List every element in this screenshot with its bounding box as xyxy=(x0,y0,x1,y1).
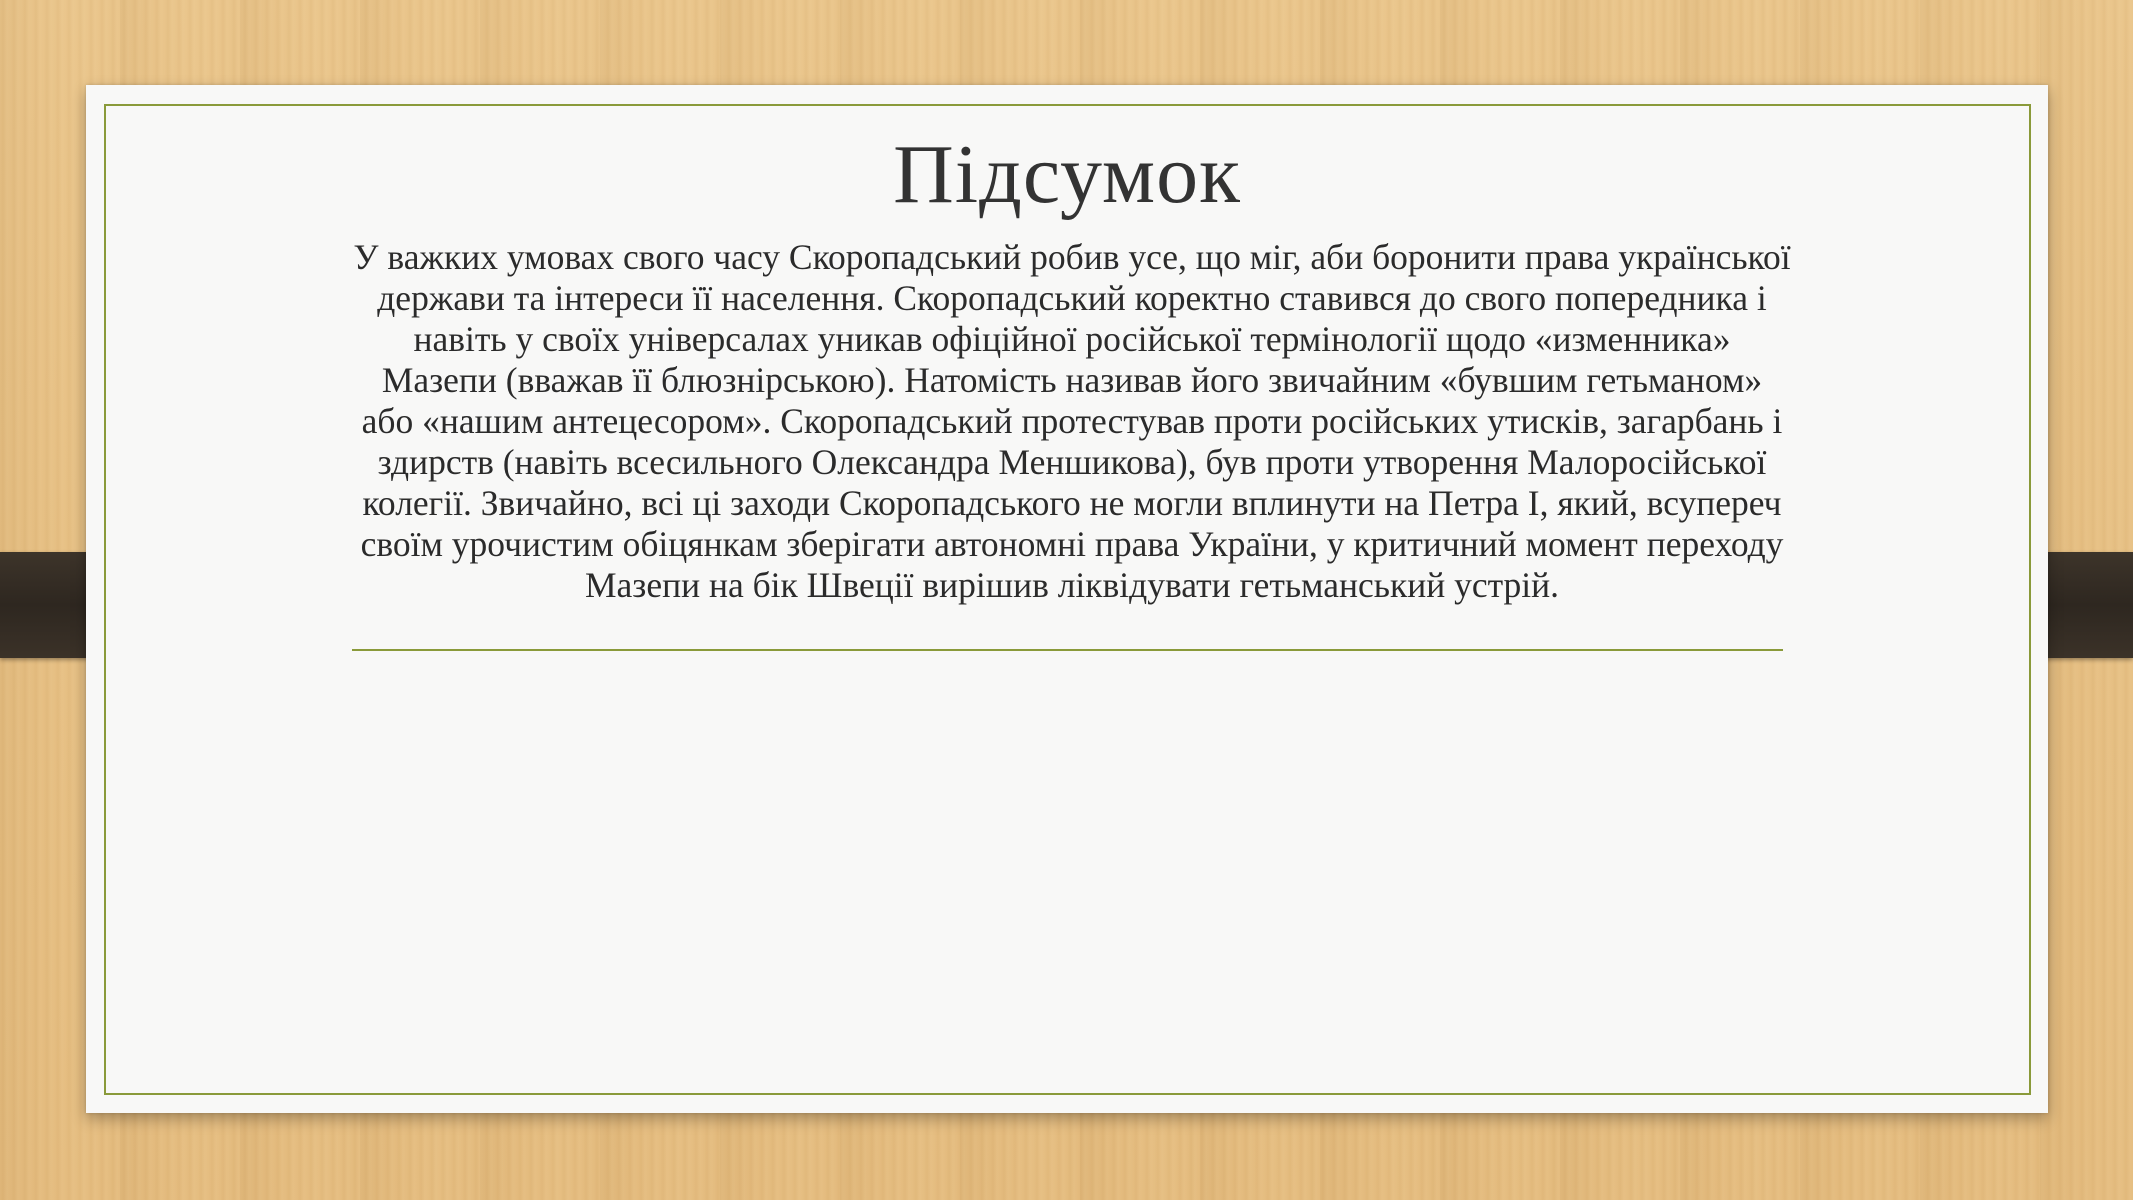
slide-title: Підсумок xyxy=(893,128,1241,221)
slide-card xyxy=(86,85,2048,1113)
slide-body-text: У важких умовах свого часу Скоропадський робив усе, що міг, аби боронити права української держави та інтереси її населення. Скоропадський коректно ставився до свого попередника і навіть у своїх універсалах уникав офіційної російської термінології щодо «изменника» Мазепи (вважав її блюзнірською). Натомість називав його звичайним «бувшим гетьманом» або «нашим антецесором». Скоропадський протестував проти російських утисків, загарбань і здирств (навіть всесильного Олександра Меншикова), був проти утворення Малоросійської колегії. Звичайно, всі ці заходи Скоропадського не могли вплинути на Петра І, який, всупереч своїм урочистим обіцянкам зберігати автономні права України, у критичний момент переходу Мазепи на бік Швеції вирішив ліквідувати гетьманський устрій. xyxy=(353,237,1791,605)
divider-line xyxy=(352,649,1783,651)
